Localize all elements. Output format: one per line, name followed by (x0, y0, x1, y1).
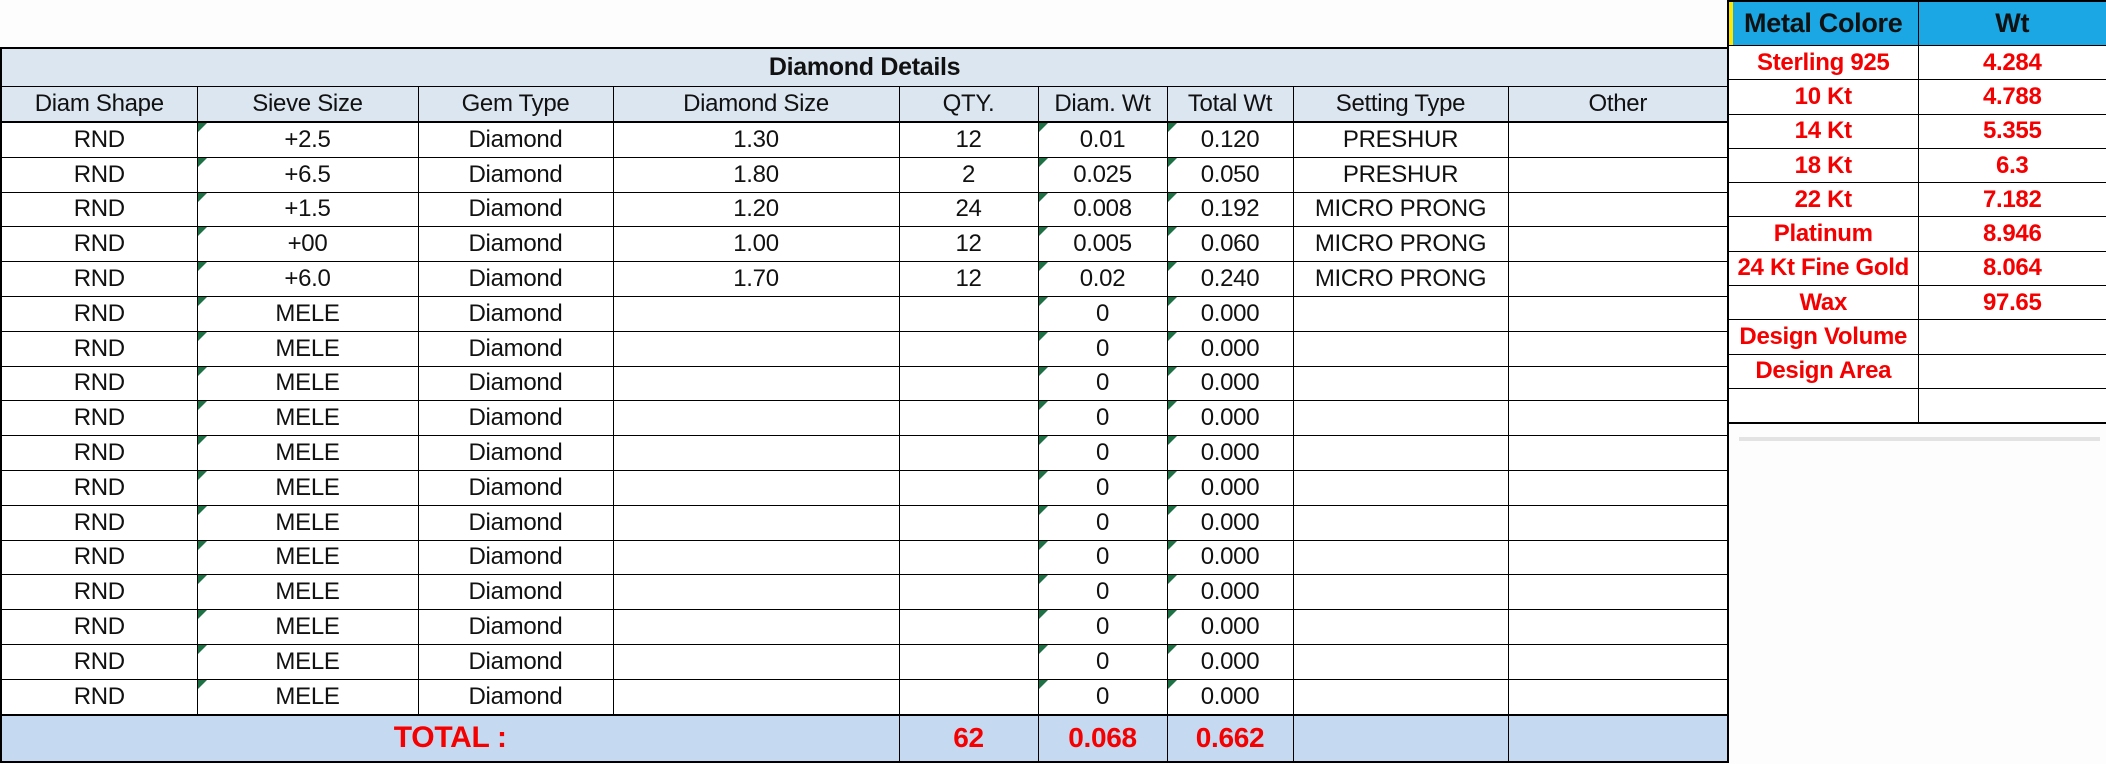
excel-error-triangle-icon (1168, 262, 1177, 271)
cell-setting-type[interactable] (1293, 575, 1508, 610)
cell-gem-type[interactable]: Diamond (418, 227, 613, 262)
cell-qty[interactable] (899, 331, 1038, 366)
cell-diamond-size[interactable] (613, 679, 899, 714)
cell-qty[interactable] (899, 575, 1038, 610)
cell-total-wt[interactable]: 0.060 (1167, 227, 1293, 262)
cell-sieve-size[interactable]: MELE (197, 366, 418, 401)
cell-metal-wt[interactable]: 4.284 (1918, 46, 2106, 80)
col-header-sieve-size[interactable]: Sieve Size (197, 87, 418, 123)
diamond-row (1, 157, 1728, 192)
cell-diam-shape[interactable]: RND (1, 436, 197, 471)
cell-diamond-size[interactable]: 1.20 (613, 192, 899, 227)
cell-diam-wt[interactable]: 0 (1038, 644, 1167, 679)
diamond-row (1, 331, 1728, 366)
cell-setting-type[interactable] (1293, 470, 1508, 505)
excel-error-triangle-icon (1039, 436, 1048, 445)
cell-diam-shape[interactable]: RND (1, 679, 197, 714)
cell-metal-label[interactable]: Design Volume (1728, 320, 1918, 354)
total-diam-wt[interactable]: 0.068 (1038, 715, 1167, 762)
excel-error-triangle-icon (1039, 367, 1048, 376)
diamond-row (1, 610, 1728, 645)
cell-diamond-size[interactable] (613, 331, 899, 366)
excel-error-triangle-icon (198, 193, 207, 202)
cell-diam-shape[interactable]: RND (1, 644, 197, 679)
cell-diam-shape[interactable]: RND (1, 610, 197, 645)
cell-diam-wt[interactable]: 0.01 (1038, 122, 1167, 157)
excel-error-triangle-icon (1168, 401, 1177, 410)
cell-diamond-size[interactable]: 1.00 (613, 227, 899, 262)
cell-diamond-size[interactable] (613, 436, 899, 471)
cell-setting-type[interactable] (1293, 331, 1508, 366)
cell-diam-shape[interactable]: RND (1, 401, 197, 436)
excel-error-triangle-icon (1168, 680, 1177, 689)
excel-error-triangle-icon (1039, 541, 1048, 550)
cell-metal-wt[interactable]: 8.946 (1918, 217, 2106, 251)
cell-qty[interactable] (899, 540, 1038, 575)
cell-diamond-size[interactable] (613, 366, 899, 401)
cell-total-wt[interactable]: 0.192 (1167, 192, 1293, 227)
excel-error-triangle-icon (1039, 193, 1048, 202)
cell-other[interactable] (1508, 679, 1728, 714)
cell-diam-shape[interactable]: RND (1, 227, 197, 262)
cell-total-wt[interactable]: 0.000 (1167, 505, 1293, 540)
metal-row (1728, 183, 2106, 217)
cell-diam-wt[interactable]: 0 (1038, 470, 1167, 505)
cell-setting-type[interactable] (1293, 540, 1508, 575)
cell-gem-type[interactable]: Diamond (418, 436, 613, 471)
cell-diam-wt[interactable]: 0 (1038, 505, 1167, 540)
excel-error-triangle-icon (1039, 610, 1048, 619)
cell-other[interactable] (1508, 227, 1728, 262)
cell-other[interactable] (1508, 470, 1728, 505)
cell-sieve-size[interactable]: MELE (197, 470, 418, 505)
cell-diam-wt[interactable]: 0 (1038, 575, 1167, 610)
cell-metal-wt[interactable]: 8.064 (1918, 251, 2106, 285)
diamond-row (1, 644, 1728, 679)
metal-row (1728, 114, 2106, 148)
cell-metal-label[interactable]: Wax (1728, 286, 1918, 320)
cell-qty[interactable] (899, 505, 1038, 540)
cell-gem-type[interactable]: Diamond (418, 505, 613, 540)
col-header-diam-wt[interactable]: Diam. Wt (1038, 87, 1167, 123)
cell-diamond-size[interactable]: 1.70 (613, 262, 899, 297)
cell-total-wt[interactable]: 0.000 (1167, 610, 1293, 645)
cell-diamond-size[interactable] (613, 401, 899, 436)
cell-total-wt[interactable]: 0.000 (1167, 296, 1293, 331)
excel-error-triangle-icon (1039, 471, 1048, 480)
cell-other[interactable] (1508, 157, 1728, 192)
excel-error-triangle-icon (1039, 645, 1048, 654)
cell-sieve-size[interactable]: MELE (197, 679, 418, 714)
diamond-row (1, 366, 1728, 401)
cell-qty[interactable] (899, 679, 1038, 714)
cell-gem-type[interactable]: Diamond (418, 122, 613, 157)
cell-metal-wt[interactable]: 4.788 (1918, 80, 2106, 114)
cell-sieve-size[interactable]: MELE (197, 540, 418, 575)
cell-sieve-size[interactable]: MELE (197, 575, 418, 610)
diamond-row (1, 296, 1728, 331)
diamond-row (1, 401, 1728, 436)
excel-error-triangle-icon (1168, 575, 1177, 584)
excel-error-triangle-icon (198, 297, 207, 306)
cell-diamond-size[interactable] (613, 505, 899, 540)
cell-diam-shape[interactable]: RND (1, 505, 197, 540)
cell-other[interactable] (1508, 331, 1728, 366)
cell-total-wt[interactable]: 0.000 (1167, 540, 1293, 575)
excel-error-triangle-icon (1168, 367, 1177, 376)
excel-error-triangle-icon (1039, 401, 1048, 410)
excel-error-triangle-icon (1039, 123, 1048, 132)
excel-error-triangle-icon (198, 610, 207, 619)
cell-metal-wt[interactable]: 5.355 (1918, 114, 2106, 148)
cell-metal-wt[interactable] (1918, 354, 2106, 388)
excel-error-triangle-icon (198, 506, 207, 515)
col-header-diamond-size[interactable]: Diamond Size (613, 87, 899, 123)
cell-qty[interactable] (899, 436, 1038, 471)
cell-setting-type[interactable] (1293, 436, 1508, 471)
excel-error-triangle-icon (198, 436, 207, 445)
diamond-row (1, 470, 1728, 505)
total-other-cell[interactable] (1508, 715, 1728, 762)
diamond-row (1, 505, 1728, 540)
cell-diam-shape[interactable]: RND (1, 366, 197, 401)
table-title: Diamond Details (1, 48, 1728, 87)
cell-qty[interactable]: 12 (899, 227, 1038, 262)
cell-diamond-size[interactable] (613, 470, 899, 505)
cell-other[interactable] (1508, 296, 1728, 331)
cell-metal-wt[interactable]: 97.65 (1918, 286, 2106, 320)
excel-error-triangle-icon (198, 645, 207, 654)
col-header-other[interactable]: Other (1508, 87, 1728, 123)
cell-diam-wt[interactable]: 0.005 (1038, 227, 1167, 262)
cell-qty[interactable] (899, 644, 1038, 679)
cell-qty[interactable]: 12 (899, 262, 1038, 297)
cell-diam-wt[interactable]: 0 (1038, 401, 1167, 436)
cell-other[interactable] (1508, 401, 1728, 436)
cell-metal-label[interactable]: Sterling 925 (1728, 46, 1918, 80)
excel-error-triangle-icon (1039, 158, 1048, 167)
diamond-row (1, 122, 1728, 157)
excel-error-triangle-icon (198, 332, 207, 341)
cell-setting-type[interactable]: MICRO PRONG (1293, 262, 1508, 297)
cell-other[interactable] (1508, 192, 1728, 227)
cell-diamond-size[interactable] (613, 540, 899, 575)
cell-gem-type[interactable]: Diamond (418, 401, 613, 436)
cell-other[interactable] (1508, 122, 1728, 157)
cell-diam-wt[interactable]: 0 (1038, 366, 1167, 401)
cell-diamond-size[interactable] (613, 575, 899, 610)
cell-sieve-size[interactable]: MELE (197, 401, 418, 436)
excel-error-triangle-icon (198, 123, 207, 132)
cell-diam-shape[interactable]: RND (1, 122, 197, 157)
cell-qty[interactable] (899, 401, 1038, 436)
excel-error-triangle-icon (1168, 610, 1177, 619)
cell-gem-type[interactable]: Diamond (418, 610, 613, 645)
col-header-wt[interactable]: Wt (1918, 1, 2106, 46)
cell-sieve-size[interactable]: MELE (197, 505, 418, 540)
total-total-wt[interactable]: 0.662 (1167, 715, 1293, 762)
cell-setting-type[interactable] (1293, 366, 1508, 401)
cell-other[interactable] (1508, 436, 1728, 471)
excel-error-triangle-icon (198, 158, 207, 167)
cell-metal-wt[interactable]: 7.182 (1918, 183, 2106, 217)
diamond-row (1, 227, 1728, 262)
excel-error-triangle-icon (198, 575, 207, 584)
cell-other[interactable] (1508, 644, 1728, 679)
cell-other[interactable] (1508, 610, 1728, 645)
cell-other[interactable] (1508, 505, 1728, 540)
excel-error-triangle-icon (198, 227, 207, 236)
excel-error-triangle-icon (1168, 227, 1177, 236)
cell-diam-wt[interactable]: 0 (1038, 679, 1167, 714)
excel-error-triangle-icon (198, 471, 207, 480)
cell-setting-type[interactable]: MICRO PRONG (1293, 192, 1508, 227)
excel-error-triangle-icon (198, 262, 207, 271)
diamond-row (1, 575, 1728, 610)
excel-error-triangle-icon (1168, 297, 1177, 306)
cell-total-wt[interactable]: 0.000 (1167, 679, 1293, 714)
cell-gem-type[interactable]: Diamond (418, 575, 613, 610)
cell-diam-shape[interactable]: RND (1, 331, 197, 366)
cell-diam-wt[interactable]: 0.02 (1038, 262, 1167, 297)
cell-total-wt[interactable]: 0.000 (1167, 401, 1293, 436)
metal-row (1728, 388, 2106, 423)
cell-sieve-size[interactable]: MELE (197, 331, 418, 366)
cell-diam-wt[interactable]: 0 (1038, 296, 1167, 331)
excel-error-triangle-icon (1168, 158, 1177, 167)
cell-diam-shape[interactable]: RND (1, 575, 197, 610)
diamond-row (1, 192, 1728, 227)
cell-total-wt[interactable]: 0.000 (1167, 331, 1293, 366)
total-setting-type-cell[interactable] (1293, 715, 1508, 762)
cell-gem-type[interactable]: Diamond (418, 366, 613, 401)
cell-setting-type[interactable]: MICRO PRONG (1293, 227, 1508, 262)
metal-row (1728, 320, 2106, 354)
cell-sieve-size[interactable]: +6.0 (197, 262, 418, 297)
cell-metal-label[interactable]: Design Area (1728, 354, 1918, 388)
cell-diamond-size[interactable] (613, 296, 899, 331)
table-title-row (1, 48, 1728, 87)
cell-setting-type[interactable]: PRESHUR (1293, 157, 1508, 192)
cell-setting-type[interactable] (1293, 296, 1508, 331)
metal-row (1728, 148, 2106, 182)
cell-diamond-size[interactable] (613, 644, 899, 679)
excel-error-triangle-icon (1168, 436, 1177, 445)
diamond-row (1, 436, 1728, 471)
excel-error-triangle-icon (1168, 541, 1177, 550)
table-drop-shadow (1739, 437, 2100, 441)
column-header-row (1, 87, 1728, 123)
cell-metal-label[interactable]: 14 Kt (1728, 114, 1918, 148)
cell-diam-wt[interactable]: 0 (1038, 436, 1167, 471)
cell-sieve-size[interactable]: +00 (197, 227, 418, 262)
excel-error-triangle-icon (198, 541, 207, 550)
cell-qty[interactable] (899, 470, 1038, 505)
excel-error-triangle-icon (1168, 123, 1177, 132)
diamond-details-table (0, 47, 1729, 763)
cell-gem-type[interactable]: Diamond (418, 331, 613, 366)
cell-sieve-size[interactable]: +1.5 (197, 192, 418, 227)
col-header-total-wt[interactable]: Total Wt (1167, 87, 1293, 123)
cell-sieve-size[interactable]: MELE (197, 296, 418, 331)
excel-error-triangle-icon (198, 401, 207, 410)
cell-diamond-size[interactable]: 1.80 (613, 157, 899, 192)
col-header-metal-colore[interactable]: Metal Colore (1728, 1, 1918, 46)
cell-gem-type[interactable]: Diamond (418, 470, 613, 505)
col-header-gem-type[interactable]: Gem Type (418, 87, 613, 123)
cell-metal-label[interactable]: Platinum (1728, 217, 1918, 251)
cell-sieve-size[interactable]: +6.5 (197, 157, 418, 192)
cell-other[interactable] (1508, 262, 1728, 297)
cell-total-wt[interactable]: 0.000 (1167, 470, 1293, 505)
cell-total-wt[interactable]: 0.240 (1167, 262, 1293, 297)
excel-error-triangle-icon (1168, 332, 1177, 341)
cell-diam-wt[interactable]: 0 (1038, 610, 1167, 645)
cell-diam-shape[interactable]: RND (1, 262, 197, 297)
excel-error-triangle-icon (1039, 680, 1048, 689)
cell-metal-wt[interactable]: 6.3 (1918, 148, 2106, 182)
cell-setting-type[interactable] (1293, 505, 1508, 540)
cell-diam-wt[interactable]: 0 (1038, 540, 1167, 575)
cell-gem-type[interactable]: Diamond (418, 679, 613, 714)
cell-total-wt[interactable]: 0.120 (1167, 122, 1293, 157)
cell-total-wt[interactable]: 0.000 (1167, 366, 1293, 401)
excel-error-triangle-icon (1168, 471, 1177, 480)
cell-diam-shape[interactable]: RND (1, 192, 197, 227)
cell-sieve-size[interactable]: MELE (197, 436, 418, 471)
excel-error-triangle-icon (1039, 506, 1048, 515)
cell-metal-label[interactable]: 24 Kt Fine Gold (1728, 251, 1918, 285)
cell-qty[interactable] (899, 296, 1038, 331)
cell-diam-shape[interactable]: RND (1, 470, 197, 505)
cell-sieve-size[interactable]: +2.5 (197, 122, 418, 157)
cell-setting-type[interactable] (1293, 401, 1508, 436)
cell-sieve-size[interactable]: MELE (197, 610, 418, 645)
excel-error-triangle-icon (1168, 193, 1177, 202)
cell-total-wt[interactable]: 0.000 (1167, 575, 1293, 610)
cell-other[interactable] (1508, 540, 1728, 575)
cell-total-wt[interactable]: 0.000 (1167, 644, 1293, 679)
diamond-row (1, 679, 1728, 714)
cell-setting-type[interactable] (1293, 644, 1508, 679)
cell-diam-wt[interactable]: 0.008 (1038, 192, 1167, 227)
cell-diam-shape[interactable]: RND (1, 157, 197, 192)
cell-gem-type[interactable]: Diamond (418, 192, 613, 227)
total-label[interactable]: TOTAL : (1, 715, 899, 762)
cell-diam-wt[interactable]: 0 (1038, 331, 1167, 366)
col-header-diam-shape[interactable]: Diam Shape (1, 87, 197, 123)
cell-setting-type[interactable] (1293, 610, 1508, 645)
cell-metal-label[interactable]: 22 Kt (1728, 183, 1918, 217)
cell-metal-wt[interactable] (1918, 388, 2106, 423)
metal-row (1728, 217, 2106, 251)
total-row (1, 715, 1728, 762)
metal-header-row (1728, 1, 2106, 46)
cell-gem-type[interactable]: Diamond (418, 262, 613, 297)
diamond-row (1, 262, 1728, 297)
excel-error-triangle-icon (1039, 227, 1048, 236)
excel-error-triangle-icon (1168, 506, 1177, 515)
cell-metal-label[interactable] (1728, 388, 1918, 423)
cell-gem-type[interactable]: Diamond (418, 644, 613, 679)
metal-row (1728, 354, 2106, 388)
cell-metal-wt[interactable] (1918, 320, 2106, 354)
diamond-row (1, 540, 1728, 575)
cell-diamond-size[interactable]: 1.30 (613, 122, 899, 157)
metal-row (1728, 46, 2106, 80)
cell-total-wt[interactable]: 0.050 (1167, 157, 1293, 192)
excel-error-triangle-icon (198, 367, 207, 376)
cell-qty[interactable] (899, 366, 1038, 401)
cell-gem-type[interactable]: Diamond (418, 296, 613, 331)
cell-qty[interactable]: 2 (899, 157, 1038, 192)
excel-error-triangle-icon (198, 680, 207, 689)
excel-error-triangle-icon (1168, 645, 1177, 654)
cell-qty[interactable]: 12 (899, 122, 1038, 157)
total-qty[interactable]: 62 (899, 715, 1038, 762)
cell-gem-type[interactable]: Diamond (418, 157, 613, 192)
excel-error-triangle-icon (1039, 332, 1048, 341)
excel-error-triangle-icon (1039, 262, 1048, 271)
cell-metal-label[interactable]: 10 Kt (1728, 80, 1918, 114)
cell-other[interactable] (1508, 575, 1728, 610)
cell-gem-type[interactable]: Diamond (418, 540, 613, 575)
cell-other[interactable] (1508, 366, 1728, 401)
cell-qty[interactable]: 24 (899, 192, 1038, 227)
cell-diam-wt[interactable]: 0.025 (1038, 157, 1167, 192)
col-header-setting-type[interactable]: Setting Type (1293, 87, 1508, 123)
excel-error-triangle-icon (1039, 575, 1048, 584)
cell-qty[interactable] (899, 610, 1038, 645)
cell-diamond-size[interactable] (613, 610, 899, 645)
cell-setting-type[interactable] (1293, 679, 1508, 714)
excel-error-triangle-icon (1039, 297, 1048, 306)
cell-total-wt[interactable]: 0.000 (1167, 436, 1293, 471)
cell-sieve-size[interactable]: MELE (197, 644, 418, 679)
metal-row (1728, 286, 2106, 320)
cell-diam-shape[interactable]: RND (1, 540, 197, 575)
cell-diam-shape[interactable]: RND (1, 296, 197, 331)
col-header-qty[interactable]: QTY. (899, 87, 1038, 123)
cell-metal-label[interactable]: 18 Kt (1728, 148, 1918, 182)
metal-weight-table (1727, 0, 2106, 424)
metal-row (1728, 80, 2106, 114)
cell-setting-type[interactable]: PRESHUR (1293, 122, 1508, 157)
metal-row (1728, 251, 2106, 285)
